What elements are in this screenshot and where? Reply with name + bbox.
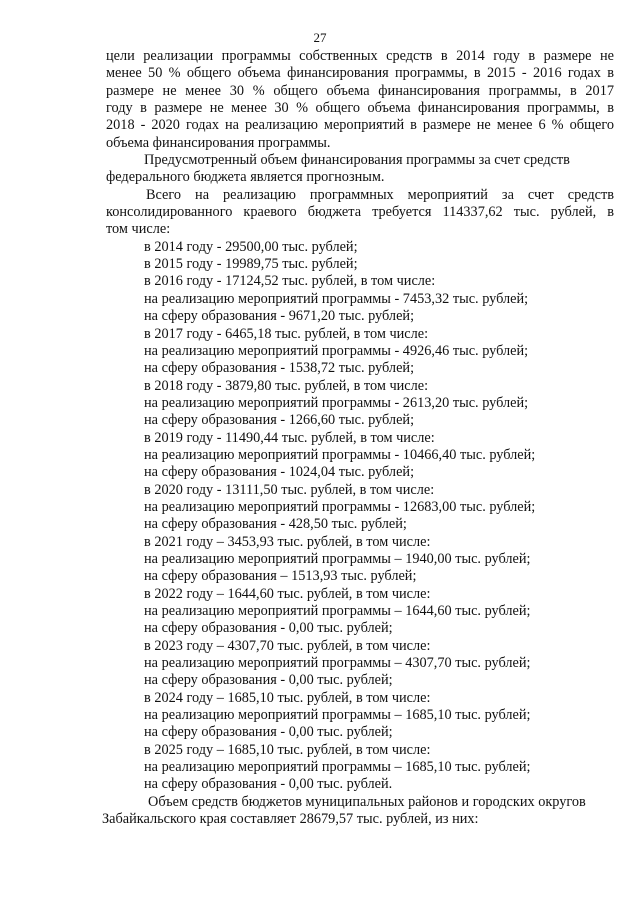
list-item: в 2025 году – 1685,10 тыс. рублей, в том числе: — [144, 741, 431, 758]
page-number: 27 — [313, 30, 327, 45]
text-line: менее 50 % общего объема финансирования программы, в 2015 - 2016 годах в — [106, 65, 614, 82]
text-line: консолидированного краевого бюджета требуется 114337,62 тыс. рублей, в — [106, 204, 614, 221]
list-item: в 2024 году – 1685,10 тыс. рублей, в том числе: — [144, 689, 431, 706]
list-item: в 2019 году - 11490,44 тыс. рублей, в том числе: — [144, 429, 435, 446]
list-item: на сферу образования - 0,00 тыс. рублей; — [144, 724, 393, 741]
paragraph-federal-budget — [106, 152, 614, 187]
list-item: в 2023 году – 4307,70 тыс. рублей, в том числе: — [144, 637, 431, 654]
list-item: на сферу образования - 1266,60 тыс. рублей; — [144, 412, 415, 429]
list-item: в 2015 году - 19989,75 тыс. рублей; — [144, 256, 358, 273]
text-line: объема финансирования программы. — [106, 134, 331, 151]
list-item: в 2020 году - 13111,50 тыс. рублей, в том числе: — [144, 481, 435, 498]
text-line: федерального бюджета является прогнозным. — [106, 169, 385, 186]
text-line: Предусмотренный объем финансирования программы за счет средств — [144, 152, 570, 169]
list-item: на сферу образования - 0,00 тыс. рублей; — [144, 672, 393, 689]
list-item: на сферу образования - 0,00 тыс. рублей; — [144, 620, 393, 637]
text-line: 2018 - 2020 годах на реализацию мероприятий в размере не менее 6 % общего — [106, 117, 614, 134]
list-item: на реализацию мероприятий программы - 10466,40 тыс. рублей; — [144, 446, 536, 463]
list-item: на реализацию мероприятий программы – 4307,70 тыс. рублей; — [144, 655, 531, 672]
list-item: в 2014 году - 29500,00 тыс. рублей; — [144, 238, 358, 255]
list-item: на реализацию мероприятий программы – 1644,60 тыс. рублей; — [144, 603, 531, 619]
paragraph-consolidated-budget — [106, 187, 614, 239]
document-body — [102, 48, 614, 828]
list-item: на сферу образования - 1538,72 тыс. рублей; — [144, 360, 415, 377]
list-item: в 2018 году - 3879,80 тыс. рублей, в том числе: — [144, 377, 429, 394]
list-item: на реализацию мероприятий программы – 1685,10 тыс. рублей; — [144, 707, 531, 724]
list-item: в 2017 году - 6465,18 тыс. рублей, в том числе: — [144, 325, 429, 342]
list-item: на сферу образования - 1024,04 тыс. рублей; — [144, 464, 415, 481]
list-item: на сферу образования - 0,00 тыс. рублей. — [144, 776, 393, 793]
list-item: на реализацию мероприятий программы - 7453,32 тыс. рублей; — [144, 290, 529, 307]
text-line: размере не менее 30 % общего объема финансирования программы, в 2017 — [106, 82, 614, 99]
text-line: том числе: — [106, 221, 171, 238]
text-line: Забайкальского края составляет 28679,57 тыс. рублей, из них: — [102, 811, 479, 828]
text-line: Объем средств бюджетов муниципальных районов и городских округов — [148, 793, 586, 810]
list-item: на сферу образования - 428,50 тыс. рублей; — [144, 516, 407, 533]
list-item: на сферу образования - 9671,20 тыс. рублей; — [144, 308, 415, 325]
text-line: цели реализации программы собственных средств в 2014 году в размере не — [106, 48, 614, 64]
list-item: на реализацию мероприятий программы - 12683,00 тыс. рублей; — [144, 498, 536, 515]
funding-by-year-list — [106, 239, 614, 794]
list-item: на реализацию мероприятий программы – 1940,00 тыс. рублей; — [144, 550, 531, 567]
list-item: в 2016 году - 17124,52 тыс. рублей, в том числе: — [144, 273, 436, 290]
text-line: году в размере не менее 30 % общего объема финансирования программы, в — [106, 100, 614, 117]
list-item: в 2022 году – 1644,60 тыс. рублей, в том числе: — [144, 585, 431, 602]
text-line: Всего на реализацию программных мероприятий за счет средств — [146, 186, 614, 203]
list-item: на сферу образования – 1513,93 тыс. рублей; — [144, 568, 417, 585]
list-item: на реализацию мероприятий программы - 4926,46 тыс. рублей; — [144, 342, 529, 359]
list-item: в 2021 году – 3453,93 тыс. рублей, в том числе: — [144, 533, 431, 550]
list-item: на реализацию мероприятий программы – 1685,10 тыс. рублей; — [144, 759, 531, 776]
list-item: на реализацию мероприятий программы - 2613,20 тыс. рублей; — [144, 394, 529, 411]
paragraph-municipal-budgets — [102, 793, 614, 829]
paragraph-funding-share — [106, 48, 614, 152]
